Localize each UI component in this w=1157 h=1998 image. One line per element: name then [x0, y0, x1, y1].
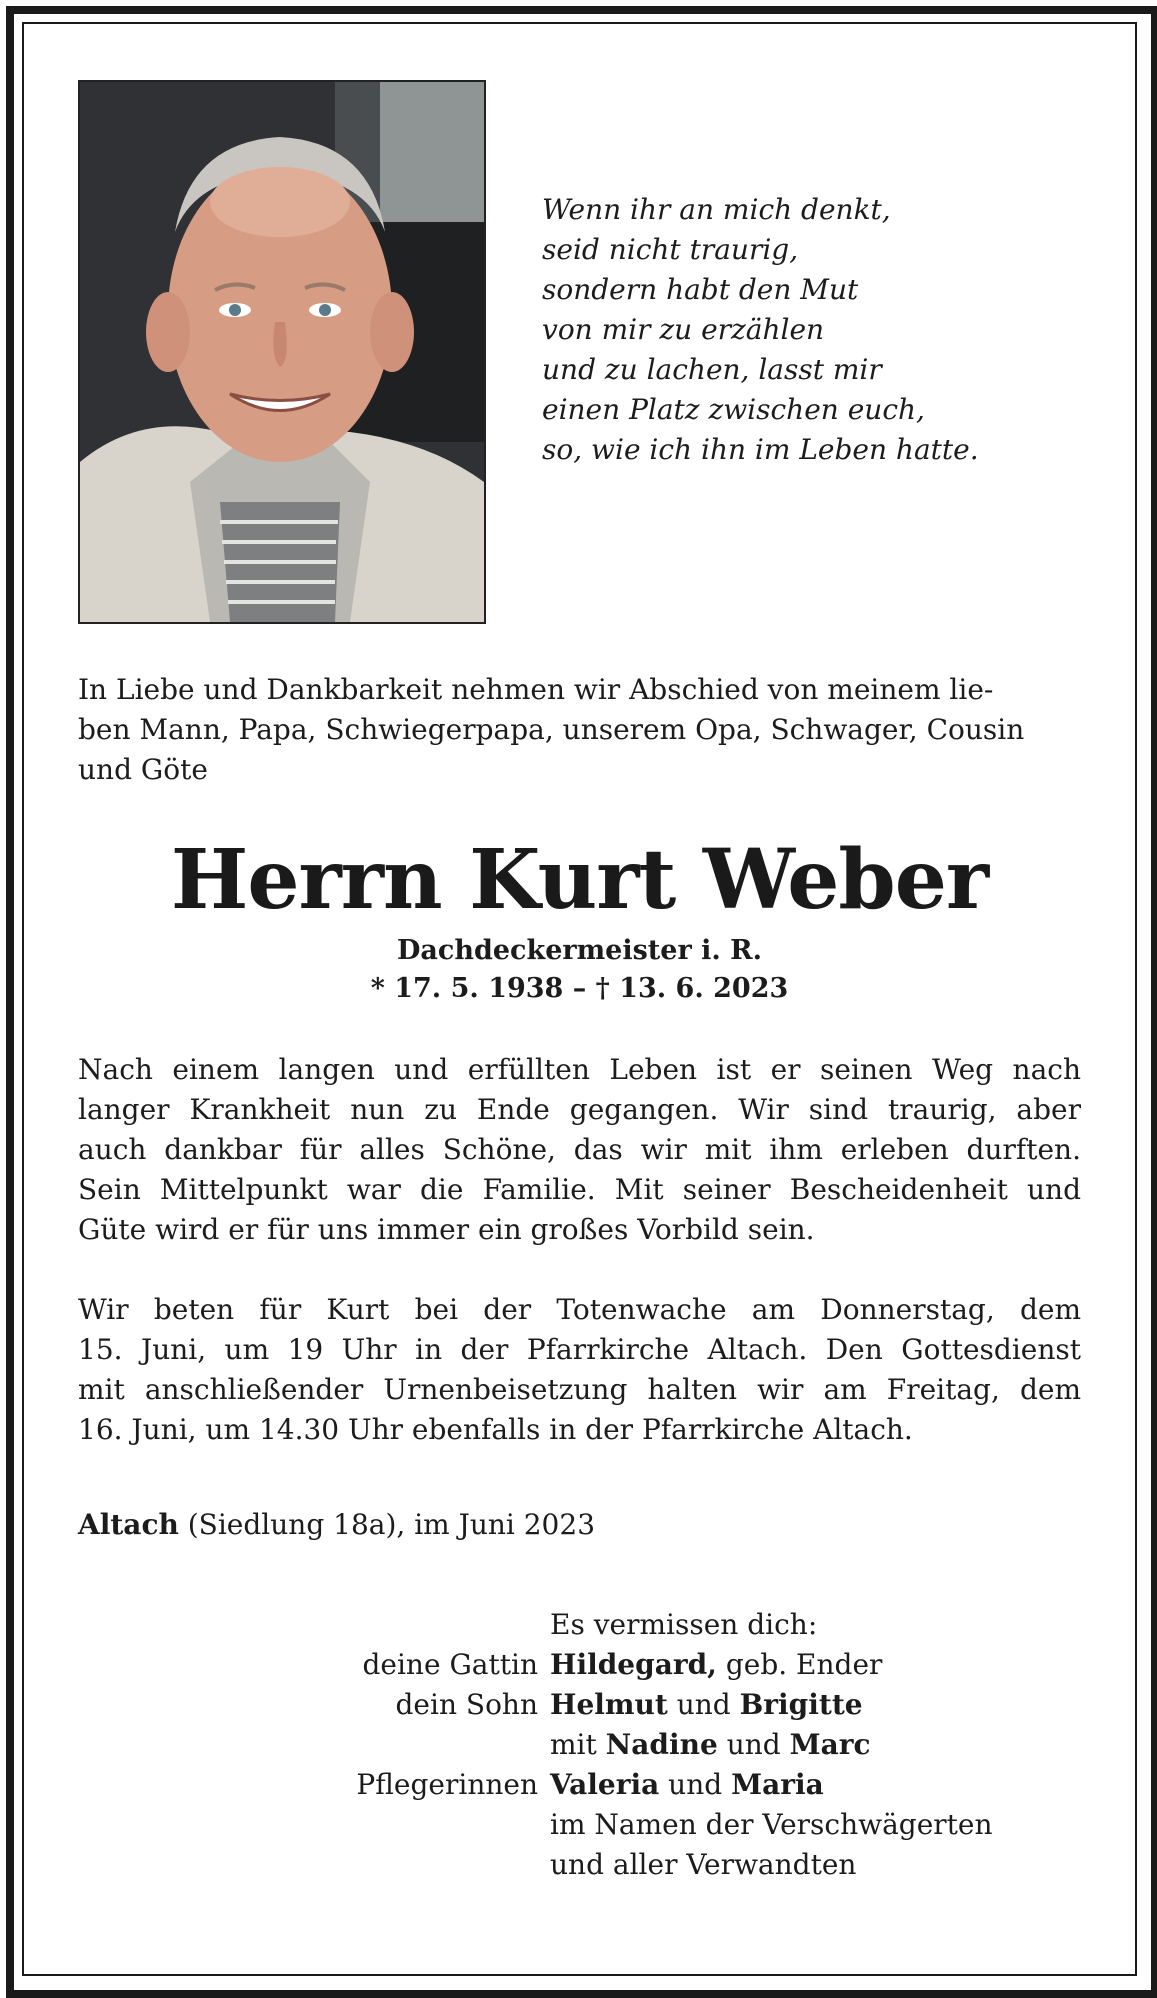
funeral-info-paragraph [78, 1290, 1081, 1450]
mourner-relation: deine Gattin [362, 1648, 538, 1681]
mourner-name: Valeria [550, 1768, 660, 1801]
portrait-photo [78, 80, 486, 624]
poem-line: Wenn ihr an mich denkt, [542, 193, 891, 226]
paragraph-line: auch dankbar für alles Schöne, das wir mit ihm erleben durften. [78, 1133, 1081, 1166]
paragraph-line: 15. Juni, um 19 Uhr in der Pfarrkirche Altach. Den Gottesdienst [78, 1333, 1081, 1366]
mourner-row [78, 1725, 1081, 1765]
mourner-name: Helmut [550, 1688, 668, 1721]
mourners-closing-row [78, 1845, 1081, 1885]
paragraph-line: mit anschließender Urnenbeisetzung halten wir am Freitag, dem [78, 1373, 1081, 1406]
deceased-name: Herrn Kurt Weber [170, 832, 989, 928]
mourners-list [78, 1605, 1081, 1885]
mourner-name: Hildegard, [550, 1648, 717, 1681]
poem-line: einen Platz zwischen euch, [542, 393, 925, 426]
intro-line: und Göte [78, 753, 208, 786]
mourner-name: Nadine [605, 1728, 718, 1761]
mourners-heading-row [78, 1605, 1081, 1645]
poem-line: sondern habt den Mut [542, 273, 859, 306]
place-and-date [78, 1505, 595, 1545]
mourners-closing-row [78, 1805, 1081, 1845]
poem-line: von mir zu erzählen [542, 313, 825, 346]
mourner-relation [78, 1725, 550, 1765]
mourner-connector: geb. Ender [716, 1648, 883, 1681]
mourner-name: Marc [789, 1728, 871, 1761]
deceased-details [78, 932, 1081, 1008]
intro-line: ben Mann, Papa, Schwiegerpapa, unserem Opa, Schwager, Cousin [78, 713, 1025, 746]
paragraph-line: 16. Juni, um 14.30 Uhr ebenfalls in der Pfarrkirche Altach. [78, 1413, 913, 1446]
mourner-connector: und [667, 1688, 740, 1721]
deceased-title: Dachdeckermeister i. R. [397, 935, 762, 966]
paragraph-line: Sein Mittelpunkt war die Familie. Mit seiner Bescheidenheit und [78, 1173, 1081, 1206]
paragraph-line: Wir beten für Kurt bei der Totenwache am Donnerstag, dem [78, 1293, 1081, 1326]
place-town: Altach [78, 1508, 179, 1541]
intro-line: In Liebe und Dankbarkeit nehmen wir Abschied von meinem lie- [78, 673, 994, 706]
mourner-name: Brigitte [739, 1688, 863, 1721]
mourners-heading: Es vermissen dich: [550, 1608, 818, 1641]
memorial-poem [542, 190, 1102, 470]
paragraph-line: langer Krankheit nun zu Ende gegangen. Wir sind traurig, aber [78, 1093, 1081, 1126]
life-paragraph [78, 1050, 1081, 1250]
mourner-relation: Pflegerinnen [356, 1768, 538, 1801]
paragraph-line: Nach einem langen und erfüllten Leben ist er seinen Weg nach [78, 1053, 1081, 1086]
mourners-closing-line: und aller Verwandten [550, 1848, 857, 1881]
paragraph-line: Güte wird er für uns immer ein großes Vorbild sein. [78, 1213, 815, 1246]
mourner-row [78, 1645, 1081, 1685]
portrait-image [80, 82, 484, 622]
poem-line: seid nicht traurig, [542, 233, 799, 266]
mourner-connector: und [659, 1768, 732, 1801]
poem-line: und zu lachen, lasst mir [542, 353, 882, 386]
place-rest: (Siedlung 18a), im Juni 2023 [178, 1508, 596, 1541]
mourner-prefix: mit [550, 1728, 606, 1761]
mourner-connector: und [717, 1728, 790, 1761]
life-dates: * 17. 5. 1938 – † 13. 6. 2023 [370, 973, 789, 1004]
intro-text [78, 670, 1081, 790]
mourners-closing-line: im Namen der Verschwägerten [550, 1808, 993, 1841]
mourner-name: Maria [731, 1768, 824, 1801]
poem-line: so, wie ich ihn im Leben hatte. [542, 433, 979, 466]
mourner-row [78, 1685, 1081, 1725]
mourner-row [78, 1765, 1081, 1805]
mourner-relation: dein Sohn [395, 1688, 538, 1721]
